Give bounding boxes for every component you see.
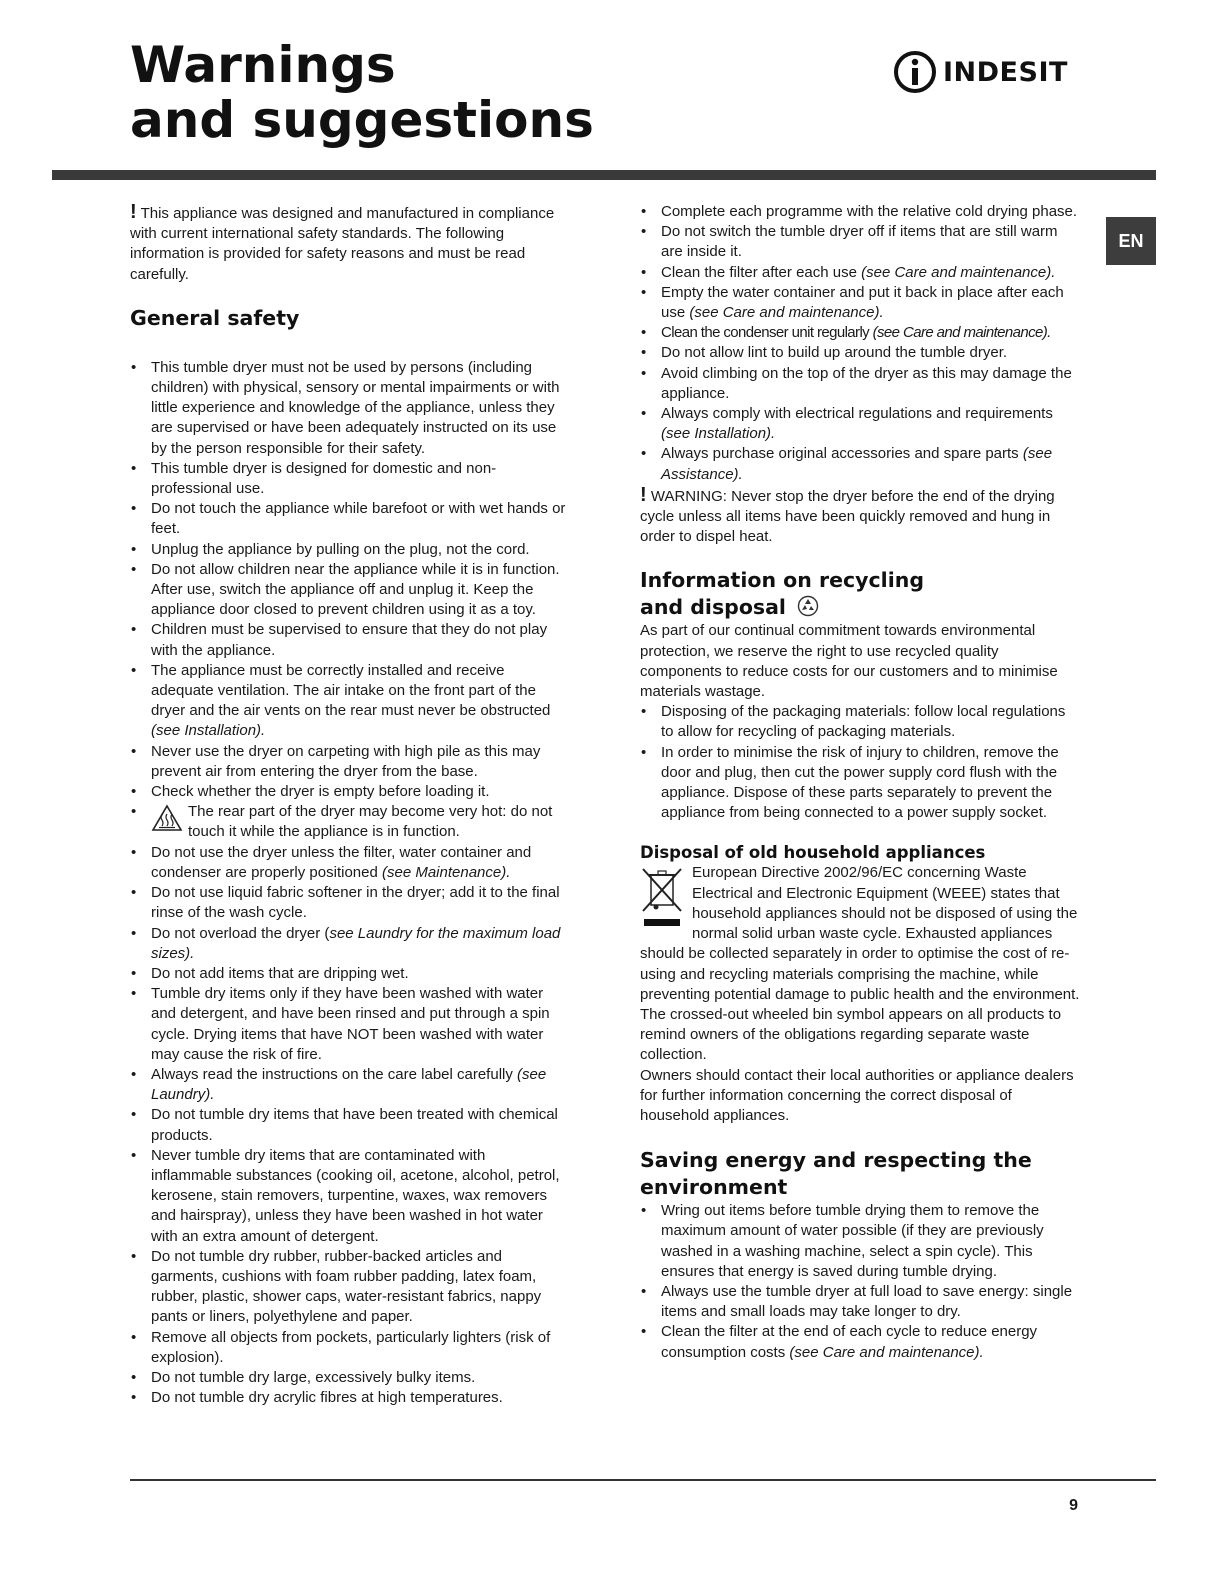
- header-divider: [52, 170, 1156, 180]
- list-item: • Remove all objects from pockets, particularly lighters (risk of explosion).: [130, 1328, 570, 1368]
- list-item: • Children must be supervised to ensure that they do not play with the appliance.: [130, 620, 570, 660]
- list-item: • Clean the filter after each use (see Care and maintenance).: [640, 263, 1080, 283]
- left-column: [130, 201, 570, 1408]
- list-item: • Do not tumble dry items that have been treated with chemical products.: [130, 1105, 570, 1145]
- list-item: • Never tumble dry items that are contaminated with inflammable substances (cooking oil, acetone, alcohol, petrol, kerosene, stain removers, turpentine, waxes, wax removers and hairspray), unless they have been washed in hot water with an extra amount of detergent.: [130, 1146, 570, 1247]
- list-item: • Never use the dryer on carpeting with high pile as this may prevent air from entering the dryer from the base.: [130, 742, 570, 782]
- title-line-2: and suggestions: [130, 91, 594, 149]
- recycling-list: [640, 702, 1080, 823]
- general-safety-list: [130, 358, 570, 1409]
- list-item: • Avoid climbing on the top of the dryer as this may damage the appliance.: [640, 364, 1080, 404]
- list-item: • Always comply with electrical regulations and requirements (see Installation).: [640, 404, 1080, 444]
- list-item: • Do not use liquid fabric softener in the dryer; add it to the final rinse of the wash cycle.: [130, 883, 570, 923]
- list-item: • Do not allow children near the appliance while it is in function. After use, switch the appliance off and unplug it. Keep the appliance door closed to prevent children using it as a toy.: [130, 560, 570, 621]
- saving-list: [640, 1201, 1080, 1363]
- list-item: • This tumble dryer is designed for domestic and non-professional use.: [130, 459, 570, 499]
- list-item: • Wring out items before tumble drying them to remove the maximum amount of water possible (if they are previously washed in a washing machine, select a spin cycle). This ensures that energy is saved during tumble drying.: [640, 1201, 1080, 1282]
- disposal-text: European Directive 2002/96/EC concerning Waste Electrical and Electronic Equipment (WEEE) states that household appliances should not be disposed of using the normal solid urban waste cycle. Exhausted appliances should be collected separately in order to optimise the cost of re-using and recycling materials comprising the machine, while preventing potential damage to public health and the environment. The crossed-out wheeled bin symbol appears on all products to remind owners of the obligations regarding separate waste collection.: [640, 864, 1080, 1064]
- page-title: [130, 38, 594, 148]
- list-item: • Do not overload the dryer (see Laundry for the maximum load sizes).: [130, 924, 570, 964]
- brand-logo: [893, 48, 1068, 96]
- title-line-1: Warnings: [130, 36, 396, 94]
- list-item: • Do not add items that are dripping wet.: [130, 964, 570, 984]
- hot-surface-warning: • The rear part of the dryer may become very hot: do not touch it while the appliance is in function.: [130, 802, 570, 842]
- list-item: • Disposing of the packaging materials: follow local regulations to allow for recycling of packaging materials.: [640, 702, 1080, 742]
- list-item: • Check whether the dryer is empty before loading it.: [130, 782, 570, 802]
- list-item: • Do not allow lint to build up around the tumble dryer.: [640, 343, 1080, 363]
- list-item: • Tumble dry items only if they have been washed with water and detergent, and have been rinsed and put through a spin cycle. Drying items that have NOT been washed with water may cause the risk of fire.: [130, 984, 570, 1065]
- general-safety-heading: General safety: [130, 305, 300, 330]
- brand-name: INDESIT: [943, 56, 1068, 88]
- list-item: • Always read the instructions on the care label carefully (see Laundry).: [130, 1065, 570, 1105]
- crossed-out-bin-icon: [640, 867, 684, 933]
- list-item: • Do not tumble dry rubber, rubber-backed articles and garments, cushions with foam rubber padding, latex foam, rubber, plastic, shower caps, water-resistant fabrics, nappy pants or liners, polyethylene and paper.: [130, 1247, 570, 1328]
- footer-divider: [130, 1479, 1156, 1481]
- disposal-body: [640, 863, 1080, 1126]
- list-item: • Clean the condenser unit regularly (see Care and maintenance).: [640, 323, 1080, 343]
- list-item: • Do not touch the appliance while barefoot or with wet hands or feet.: [130, 499, 570, 539]
- list-item: • Clean the filter at the end of each cycle to reduce energy consumption costs (see Care and maintenance).: [640, 1322, 1080, 1362]
- list-item: • Do not switch the tumble dryer off if items that are still warm are inside it.: [640, 222, 1080, 262]
- list-item: • Always purchase original accessories and spare parts (see Assistance).: [640, 444, 1080, 484]
- right-column: [640, 202, 1080, 1363]
- exclamation-icon: !: [130, 201, 137, 223]
- list-item: • Complete each programme with the relative cold drying phase.: [640, 202, 1080, 222]
- disposal-text-2: Owners should contact their local authorities or appliance dealers for further information concerning the correct disposal of household appliances.: [640, 1066, 1074, 1124]
- hot-surface-icon: [151, 804, 183, 832]
- list-item: • The appliance must be correctly installed and receive adequate ventilation. The air intake on the front part of the dryer and the air vents on the rear must never be obstructed (see Installation).: [130, 661, 570, 742]
- list-item: • Do not tumble dry large, excessively bulky items.: [130, 1368, 570, 1388]
- recycling-icon: [797, 595, 819, 617]
- recycling-intro: As part of our continual commitment towards environmental protection, we reserve the right to use recycled quality components to reduce costs for our customers and to minimise materials wastage.: [640, 622, 1058, 701]
- intro-paragraph: ! This appliance was designed and manufactured in compliance with current international safety standards. The following information is provided for safety reasons and must be read carefully.: [130, 201, 555, 283]
- care-list: [640, 202, 1080, 485]
- exclamation-icon: !: [640, 483, 647, 506]
- warning-paragraph: ! WARNING: Never stop the dryer before the end of the drying cycle unless all items have been quickly removed and hung in order to dispel heat.: [640, 483, 1055, 546]
- saving-heading: Saving energy and respecting the environment: [640, 1148, 1032, 1200]
- info-circle-icon: [893, 50, 937, 94]
- list-item: • In order to minimise the risk of injury to children, remove the door and plug, then cut the power supply cord flush with the appliance. Dispose of these parts separately to prevent the appliance from being connected to a power supply socket.: [640, 743, 1080, 824]
- list-item: • This tumble dryer must not be used by persons (including children) with physical, sensory or mental impairments or with little experience and knowledge of the appliance, unless they are supervised or have been adequately instructed on its use by the person responsible for their safety.: [130, 358, 570, 459]
- language-tab: EN: [1106, 217, 1156, 265]
- recycling-heading: Information on recycling and disposal: [640, 568, 924, 620]
- disposal-heading: Disposal of old household appliances: [640, 843, 986, 863]
- list-item: • Unplug the appliance by pulling on the plug, not the cord.: [130, 540, 570, 560]
- list-item: • Empty the water container and put it back in place after each use (see Care and maintenance).: [640, 283, 1080, 323]
- list-item: • Always use the tumble dryer at full load to save energy: single items and small loads may take longer to dry.: [640, 1282, 1080, 1322]
- page-number: 9: [1069, 1497, 1078, 1514]
- list-item: • Do not tumble dry acrylic fibres at high temperatures.: [130, 1388, 570, 1408]
- list-item: • Do not use the dryer unless the filter, water container and condenser are properly positioned (see Maintenance).: [130, 843, 570, 883]
